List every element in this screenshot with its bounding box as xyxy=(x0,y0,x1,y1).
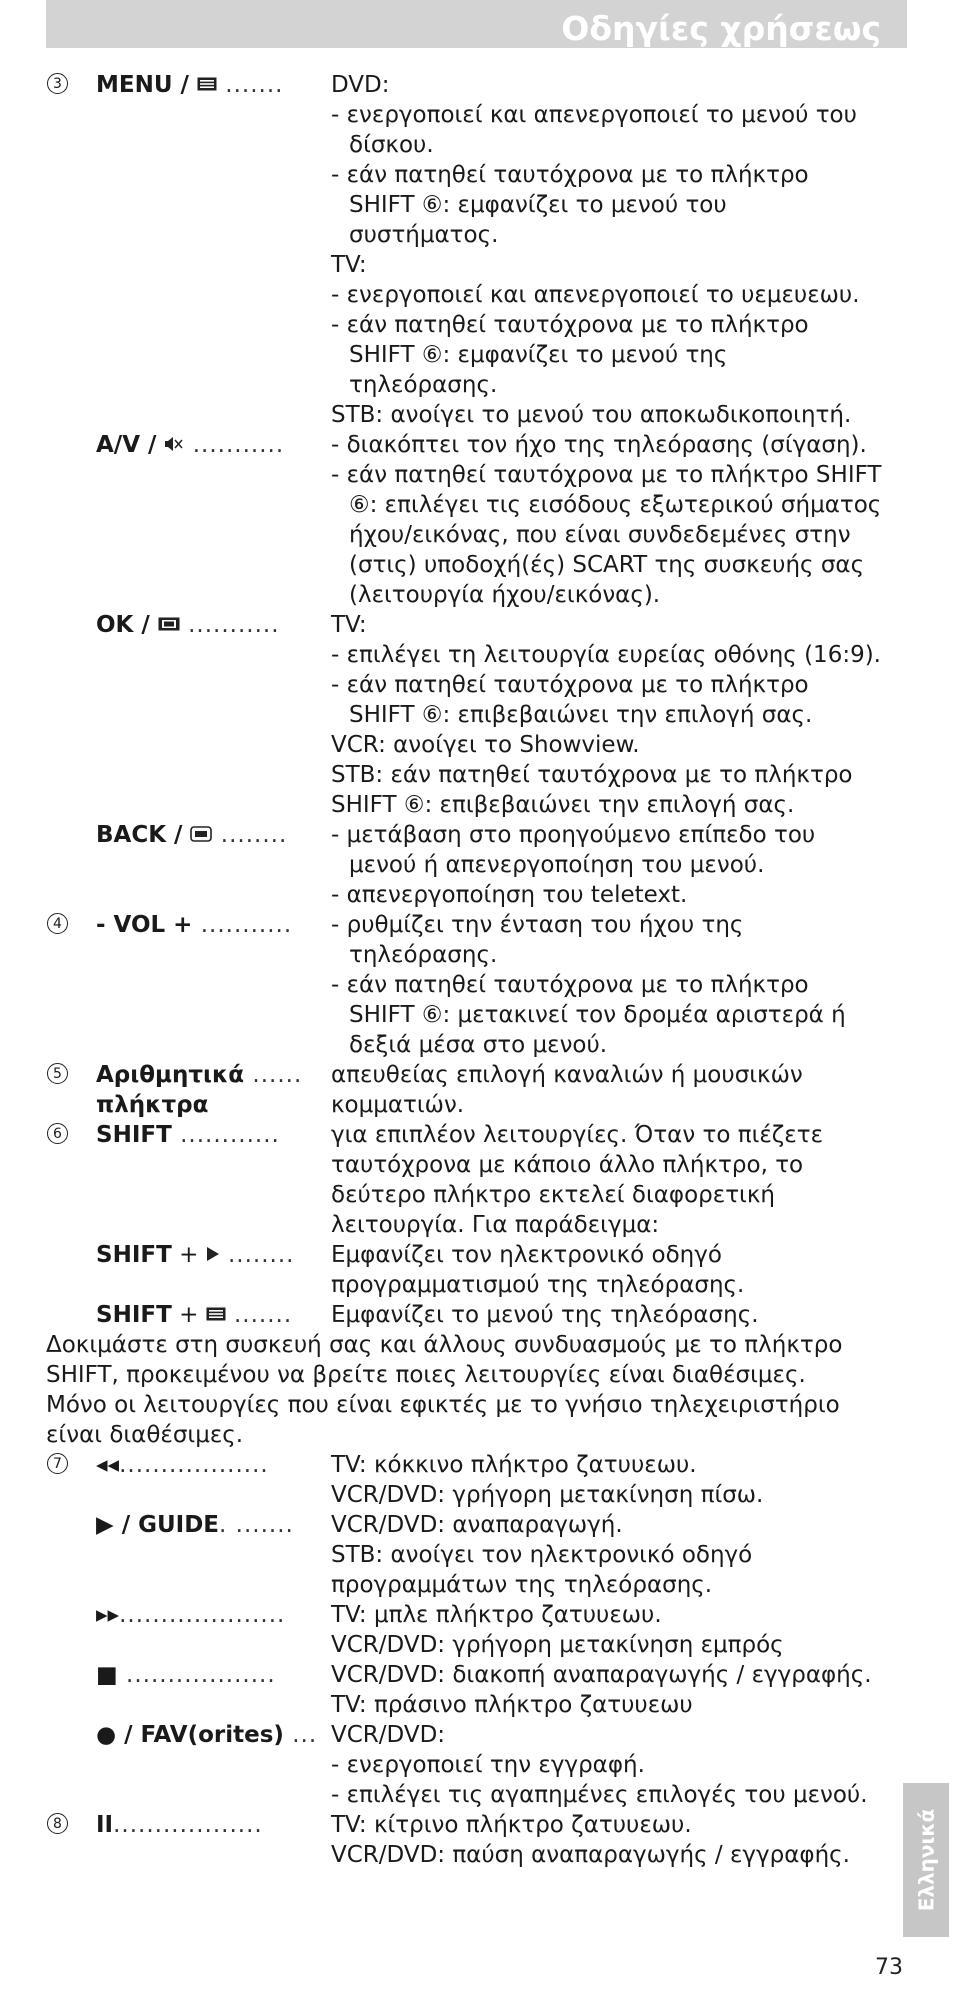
description-line: - απενεργοποίηση του teletext. xyxy=(331,882,688,908)
key-name: - VOL + xyxy=(96,912,193,938)
leader-dots: .................. xyxy=(119,1452,269,1478)
key-label xyxy=(96,1510,331,1540)
description-line: τηλεόρασης. xyxy=(349,372,498,398)
key-label xyxy=(96,1240,331,1270)
leader-dots: .................. xyxy=(117,1662,276,1688)
description-line: δίσκου. xyxy=(349,132,434,158)
widescreen-icon xyxy=(158,617,180,631)
key-entry xyxy=(46,910,906,1060)
description-line: VCR/DVD: διακοπή αναπαραγωγής / εγγραφής. xyxy=(331,1662,872,1688)
circled-number: 5 xyxy=(47,1063,68,1084)
description-line: SHIFT ⑥: επιβεβαιώνει την επιλογή σας. xyxy=(349,702,813,728)
description-line: συστήματος. xyxy=(349,222,499,248)
description-line: τηλεόρασης. xyxy=(349,942,498,968)
description-line: (λειτουργία ήχου/εικόνας). xyxy=(349,582,661,608)
language-tab xyxy=(903,1783,949,1937)
key-description xyxy=(331,1600,906,1660)
leader-dots: ........... xyxy=(184,432,285,458)
leader-dots: ........ xyxy=(212,822,288,848)
leader-dots: ...... xyxy=(244,1062,303,1088)
description-line: - εάν πατηθεί ταυτόχρονα με το πλήκτρο xyxy=(331,312,809,338)
description-line: προγραμμάτων της τηλεόρασης. xyxy=(331,1572,713,1598)
description-line: - εάν πατηθεί ταυτόχρονα με το πλήκτρο xyxy=(331,972,809,998)
description-line: TV: πράσινο πλήκτρο ζατυυεωυ xyxy=(331,1692,693,1718)
leader-dots: ... xyxy=(283,1722,318,1748)
play-icon xyxy=(206,1246,220,1262)
key-label xyxy=(96,820,331,850)
key-name: ◂◂ xyxy=(96,1452,120,1478)
plus-sign: + xyxy=(171,1242,206,1268)
leader-dots: .................. xyxy=(113,1812,263,1838)
key-description xyxy=(331,1060,906,1120)
description-line: DVD: xyxy=(331,72,390,98)
description-line: STB: ανοίγει το μενού του αποκωδικοποιητή. xyxy=(331,402,852,428)
key-label xyxy=(96,70,331,100)
back-icon xyxy=(190,826,212,842)
description-line: ήχου/εικόνας, που είναι συνδεδεμένες στην xyxy=(349,522,851,548)
key-description xyxy=(331,430,906,610)
key-label xyxy=(96,1300,331,1330)
description-line: SHIFT ⑥: εμφανίζει το μενού της xyxy=(349,342,728,368)
description-line: VCR/DVD: γρήγορη μετακίνηση πίσω. xyxy=(331,1482,764,1508)
circled-number: 6 xyxy=(47,1123,68,1144)
description-line: Εμφανίζει τον ηλεκτρονικό οδηγό xyxy=(331,1242,722,1268)
key-entry xyxy=(46,1600,906,1660)
key-label xyxy=(96,1120,331,1150)
leader-dots: ............ xyxy=(171,1122,280,1148)
plus-sign: + xyxy=(171,1302,206,1328)
description-line: TV: xyxy=(331,612,367,638)
key-name: A/V / xyxy=(96,432,165,458)
description-line: μενού ή απενεργοποίηση του μενού. xyxy=(349,852,765,878)
description-line: TV: xyxy=(331,252,367,278)
language-tab-label: Ελληνικά xyxy=(914,1808,939,1912)
paragraph-line: Μόνο οι λειτουργίες που είναι εφικτές με το γνήσιο τηλεχειριστήριο xyxy=(46,1392,840,1418)
description-line: - μετάβαση στο προηγούμενο επίπεδο του xyxy=(331,822,816,848)
description-line: δεύτερο πλήκτρο εκτελεί διαφορετική xyxy=(331,1182,775,1208)
key-label xyxy=(96,1810,331,1840)
description-line: VCR: ανοίγει το Showview. xyxy=(331,732,640,758)
key-entry xyxy=(46,70,906,430)
key-description xyxy=(331,70,906,430)
key-description xyxy=(331,820,906,910)
description-line: απευθείας επιλογή καναλιών ή μουσικών xyxy=(331,1062,803,1088)
description-line: ταυτόχρονα με κάποιο άλλο πλήκτρο, το xyxy=(331,1152,804,1178)
description-line: - ενεργοποιεί την εγγραφή. xyxy=(331,1752,645,1778)
description-line: κομματιών. xyxy=(331,1092,465,1118)
key-entry xyxy=(46,1120,906,1240)
description-line: προγραμματισμού της τηλεόρασης. xyxy=(331,1272,745,1298)
key-name: ▶ / GUIDE xyxy=(96,1512,220,1538)
description-line: - επιλέγει τις αγαπημένες επιλογές του μενού. xyxy=(331,1782,868,1808)
key-entry xyxy=(46,610,906,820)
circled-number: 3 xyxy=(47,73,68,94)
key-label xyxy=(96,1450,331,1480)
key-label xyxy=(96,1660,331,1690)
leader-dots: . ....... xyxy=(219,1512,294,1538)
key-description xyxy=(331,1450,906,1510)
leader-dots: ....... xyxy=(225,1302,293,1328)
description-line: (στις) υποδοχή(ές) SCART της συσκευής σας xyxy=(349,552,865,578)
key-name: ● / FAV(orites) xyxy=(96,1722,284,1748)
description-line: για επιπλέον λειτουργίες. Όταν το πιέζετε xyxy=(331,1122,824,1148)
description-line: TV: μπλε πλήκτρο ζατυυεωυ. xyxy=(331,1602,662,1628)
key-label xyxy=(96,1720,331,1750)
entry-number xyxy=(46,70,96,100)
description-line: VCR/DVD: αναπαραγωγή. xyxy=(331,1512,623,1538)
key-description xyxy=(331,1720,906,1810)
shift-note-paragraph xyxy=(46,1330,906,1450)
description-line: TV: κίτρινο πλήκτρο ζατυυεωυ. xyxy=(331,1812,692,1838)
menu-icon xyxy=(206,1307,226,1321)
key-entry xyxy=(46,1240,906,1300)
circled-number: 8 xyxy=(47,1813,68,1834)
description-line: SHIFT ⑥: επιβεβαιώνει την επιλογή σας. xyxy=(331,792,795,818)
description-line: SHIFT ⑥: μετακινεί τον δρομέα αριστερά ή xyxy=(349,1002,846,1028)
description-line: STB: ανοίγει τον ηλεκτρονικό οδηγό xyxy=(331,1542,753,1568)
instructions-content xyxy=(46,70,906,1870)
key-label xyxy=(96,610,331,640)
description-line: VCR/DVD: γρήγορη μετακίνηση εμπρός xyxy=(331,1632,784,1658)
key-entry xyxy=(46,430,906,610)
key-label xyxy=(96,910,331,940)
description-line: Εμφανίζει το μενού της τηλεόρασης. xyxy=(331,1302,759,1328)
key-name: SHIFT xyxy=(96,1122,172,1148)
key-entry xyxy=(46,1720,906,1810)
description-line: - εάν πατηθεί ταυτόχρονα με το πλήκτρο SHIFT xyxy=(331,462,882,488)
description-line: ⑥: επιλέγει τις εισόδους εξωτερικού σήματος xyxy=(349,492,882,518)
mute-icon xyxy=(164,436,184,452)
entry-number xyxy=(46,1450,96,1480)
key-name: BACK / xyxy=(96,822,191,848)
circled-number: 4 xyxy=(47,913,68,934)
entry-number xyxy=(46,1060,96,1090)
key-label xyxy=(96,1060,331,1120)
key-entry xyxy=(46,1510,906,1600)
description-line: - ενεργοποιεί και απενεργοποιεί το υεμευεωυ. xyxy=(331,282,860,308)
menu-icon xyxy=(197,77,217,91)
key-description xyxy=(331,1660,906,1720)
header-title: Οδηγίες χρήσεως xyxy=(561,9,881,48)
description-line: δεξιά μέσα στο μενού. xyxy=(349,1032,608,1058)
description-line: SHIFT ⑥: εμφανίζει το μενού του xyxy=(349,192,727,218)
key-name: SHIFT xyxy=(96,1242,172,1268)
key-description xyxy=(331,610,906,820)
key-name: ■ xyxy=(96,1662,118,1688)
key-description xyxy=(331,1300,906,1330)
paragraph-line: Δοκιμάστε στη συσκευή σας και άλλους συνδυασμούς με το πλήκτρο xyxy=(46,1332,843,1358)
paragraph-line: SHIFT, προκειμένου να βρείτε ποιες λειτουργίες είναι διαθέσιμες. xyxy=(46,1362,806,1388)
key-list-1 xyxy=(46,70,906,1330)
entry-number xyxy=(46,1120,96,1150)
description-line: - ενεργοποιεί και απενεργοποιεί το μενού του xyxy=(331,102,857,128)
key-name: OK / xyxy=(96,612,158,638)
key-name: Αριθμητικά xyxy=(96,1062,245,1088)
key-name: MENU / xyxy=(96,72,197,98)
key-name: ▸▸ xyxy=(96,1602,120,1628)
key-description xyxy=(331,910,906,1060)
key-label xyxy=(96,1600,331,1630)
description-line: λειτουργία. Για παράδειγμα: xyxy=(331,1212,660,1238)
leader-dots: ........... xyxy=(179,612,280,638)
description-line: - επιλέγει τη λειτουργία ευρείας οθόνης (16:9). xyxy=(331,642,881,668)
key-description xyxy=(331,1240,906,1300)
key-description xyxy=(331,1810,906,1870)
paragraph-line: είναι διαθέσιμες. xyxy=(46,1422,244,1448)
description-line: VCR/DVD: xyxy=(331,1722,446,1748)
key-description xyxy=(331,1120,906,1240)
page-header xyxy=(46,0,907,48)
leader-dots: ........ xyxy=(219,1242,295,1268)
key-name: II xyxy=(96,1812,114,1838)
circled-number: 7 xyxy=(47,1453,68,1474)
leader-dots: ....... xyxy=(216,72,284,98)
description-line: - εάν πατηθεί ταυτόχρονα με το πλήκτρο xyxy=(331,162,809,188)
key-label xyxy=(96,430,331,460)
description-line: - ρυθμίζει την ένταση του ήχου της xyxy=(331,912,744,938)
key-entry xyxy=(46,1660,906,1720)
key-name: SHIFT xyxy=(96,1302,172,1328)
description-line: VCR/DVD: παύση αναπαραγωγής / εγγραφής. xyxy=(331,1842,850,1868)
key-name-line2: πλήκτρα xyxy=(96,1092,209,1118)
page-number: 73 xyxy=(875,1955,903,1980)
leader-dots: ........... xyxy=(192,912,293,938)
description-line: TV: κόκκινο πλήκτρο ζατυυεωυ. xyxy=(331,1452,697,1478)
key-description xyxy=(331,1510,906,1600)
key-entry xyxy=(46,1450,906,1510)
description-line: - εάν πατηθεί ταυτόχρονα με το πλήκτρο xyxy=(331,672,809,698)
entry-number xyxy=(46,1810,96,1840)
key-entry xyxy=(46,1810,906,1870)
key-entry xyxy=(46,820,906,910)
description-line: STB: εάν πατηθεί ταυτόχρονα με το πλήκτρο xyxy=(331,762,853,788)
key-entry xyxy=(46,1300,906,1330)
entry-number xyxy=(46,910,96,940)
key-entry xyxy=(46,1060,906,1120)
leader-dots: .................... xyxy=(119,1602,286,1628)
description-line: - διακόπτει τον ήχο της τηλεόρασης (σίγαση). xyxy=(331,432,867,458)
key-list-2 xyxy=(46,1450,906,1870)
